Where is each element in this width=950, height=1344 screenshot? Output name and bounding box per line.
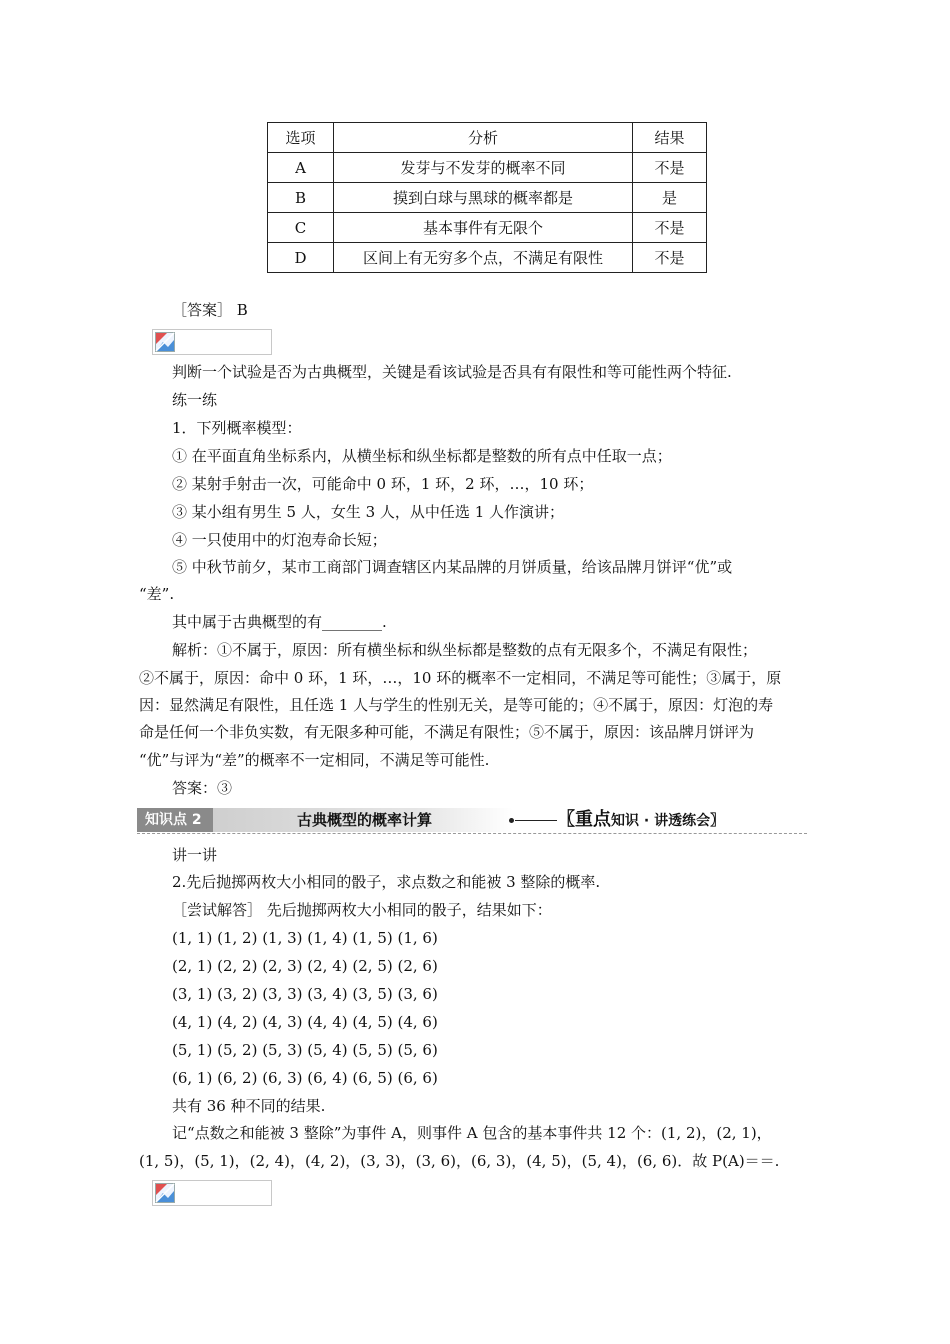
question-2: 2.先后抛掷两枚大小相同的骰子，求点数之和能被 3 整除的概率. — [172, 873, 601, 891]
section-title: 古典概型的概率计算 — [297, 811, 433, 829]
lecture-title: 讲一讲 — [172, 846, 218, 864]
answer-line: ［答案］ B — [172, 301, 248, 319]
list-item: “差”. — [139, 585, 175, 603]
section-banner — [137, 808, 807, 832]
analysis-line: 命是任何一个非负实数，有无限多种可能，不满足有限性；⑤不属于，原因：该品牌月饼评为 — [139, 723, 755, 741]
list-item: ④ 一只使用中的灯泡寿命长短； — [172, 531, 387, 549]
table-header: 选项 — [268, 123, 334, 153]
broken-image-icon — [152, 329, 272, 355]
analysis-line: “优”与评为“差”的概率不一定相同，不满足等可能性. — [139, 751, 490, 769]
table-cell: 摸到白球与黑球的概率都是 — [334, 183, 633, 213]
table-header: 分析 — [334, 123, 633, 153]
table-cell: 基本事件有无限个 — [334, 213, 633, 243]
table-cell: A — [268, 153, 334, 183]
question-1: 1．下列概率模型： — [172, 419, 302, 437]
table-cell: 是 — [633, 183, 707, 213]
banner-dot — [509, 818, 514, 823]
list-item: ⑤ 中秋节前夕，某市工商部门调查辖区内某品牌的月饼质量，给该品牌月饼评“优”或 — [172, 558, 733, 576]
table-header: 结果 — [633, 123, 707, 153]
analysis-line: 因：显然满足有限性，且任选 1 人与学生的性别无关，是等可能的；④不属于，原因：灯泡的寿 — [139, 696, 774, 714]
table-cell: D — [268, 243, 334, 273]
table-cell: 不是 — [633, 213, 707, 243]
table-cell: 不是 — [633, 243, 707, 273]
conclusion-line: 记“点数之和能被 3 整除”为事件 A，则事件 A 包含的基本事件共 12 个：(1, 2)，(2, 1)， — [172, 1124, 772, 1142]
table-row — [268, 153, 707, 183]
conclusion-line: (1, 5)，(5, 1)，(2, 4)，(4, 2)，(3, 3)，(3, 6)，(6, 3)，(4, 5)，(5, 4)，(6, 6)．故 P(A)＝＝. — [139, 1152, 780, 1170]
list-item: ③ 某小组有男生 5 人，女生 3 人，从中任选 1 人作演讲； — [172, 503, 565, 521]
outcome-row: (2, 1) (2, 2) (2, 3) (2, 4) (2, 5) (2, 6) — [172, 957, 438, 975]
outcome-row: (5, 1) (5, 2) (5, 3) (5, 4) (5, 5) (5, 6) — [172, 1041, 438, 1059]
analysis-line: ②不属于，原因：命中 0 环，1 环，…，10 环的概率不一定相同，不满足等可能性；③属于，原 — [139, 669, 782, 687]
options-table — [267, 122, 707, 273]
table-cell: C — [268, 213, 334, 243]
table-cell: 区间上有无穷多个点，不满足有限性 — [334, 243, 633, 273]
table-row — [268, 183, 707, 213]
table-cell: B — [268, 183, 334, 213]
outcome-row: (4, 1) (4, 2) (4, 3) (4, 4) (4, 5) (4, 6) — [172, 1013, 438, 1031]
table-cell: 发芽与不发芽的概率不同 — [334, 153, 633, 183]
answer-line: 答案：③ — [172, 779, 233, 797]
list-item: ① 在平面直角坐标系内，从横坐标和纵坐标都是整数的所有点中任取一点； — [172, 447, 672, 465]
slogan-rest: 知识 · 讲透练会〗 — [611, 813, 725, 829]
broken-image-icon — [152, 1180, 272, 1206]
table-cell: 不是 — [633, 153, 707, 183]
question-1-ask: 其中属于古典概型的有________. — [172, 613, 387, 631]
banner-rule — [515, 820, 557, 821]
outcome-row: (1, 1) (1, 2) (1, 3) (1, 4) (1, 5) (1, 6) — [172, 929, 438, 947]
banner-divider — [137, 833, 807, 834]
analysis-line: 解析：①不属于，原因：所有横坐标和纵坐标都是整数的点有无限多个，不满足有限性； — [172, 641, 758, 659]
outcome-row: (3, 1) (3, 2) (3, 3) (3, 4) (3, 5) (3, 6) — [172, 985, 438, 1003]
table-header-row — [268, 123, 707, 153]
section-tag: 知识点 2 — [137, 808, 213, 832]
total-text: 共有 36 种不同的结果. — [172, 1097, 326, 1115]
section-slogan — [557, 808, 724, 833]
table-row — [268, 213, 707, 243]
list-item: ② 某射手射击一次，可能命中 0 环，1 环，2 环，…，10 环； — [172, 475, 594, 493]
table-row — [268, 243, 707, 273]
outcome-row: (6, 1) (6, 2) (6, 3) (6, 4) (6, 5) (6, 6) — [172, 1069, 438, 1087]
try-answer: ［尝试解答］ 先后抛掷两枚大小相同的骰子，结果如下： — [172, 901, 552, 919]
practice-title: 练一练 — [172, 391, 218, 409]
tip-text: 判断一个试验是否为古典概型，关键是看该试验是否具有有限性和等可能性两个特征. — [172, 363, 732, 381]
slogan-emphasis: 〖重点 — [557, 809, 611, 830]
